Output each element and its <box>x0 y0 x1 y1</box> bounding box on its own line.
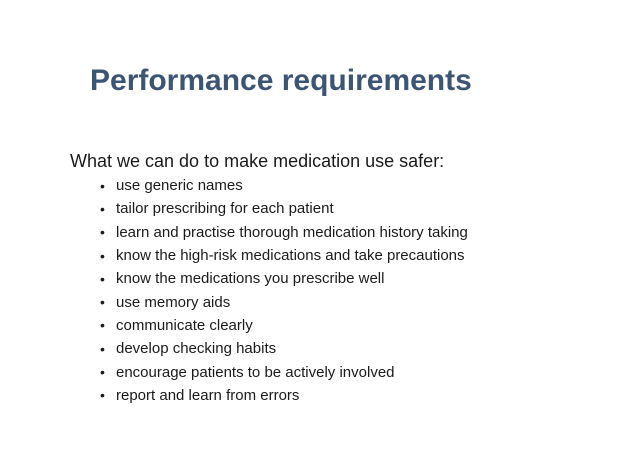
bullet-icon: • <box>100 224 105 241</box>
bullet-icon: • <box>100 200 105 217</box>
bullet-item-know-medications <box>100 267 468 290</box>
bullet-icon: • <box>100 294 105 311</box>
bullet-item-checking-habits <box>100 337 468 360</box>
intro-text: What we can do to make medication use safer: <box>70 151 445 171</box>
bullet-text: know the medications you prescribe well <box>116 270 385 288</box>
bullet-text: learn and practise thorough medication history taking <box>116 223 468 241</box>
bullet-item-communicate <box>100 314 468 337</box>
bullet-item-tailor-prescribing <box>100 197 468 220</box>
slide-title: Performance requirements <box>90 64 472 97</box>
bullet-text: develop checking habits <box>116 340 277 358</box>
bullet-item-history-taking <box>100 221 468 244</box>
bullet-icon: • <box>100 270 105 287</box>
bullet-item-generic-names <box>100 174 468 197</box>
bullet-item-report-errors <box>100 384 468 407</box>
bullet-text: use memory aids <box>116 293 231 311</box>
bullet-text: encourage patients to be actively involved <box>116 363 395 381</box>
bullet-item-high-risk <box>100 244 468 267</box>
bullet-icon: • <box>100 177 105 194</box>
bullet-text: use generic names <box>116 177 243 195</box>
bullet-item-memory-aids <box>100 290 468 313</box>
bullet-icon: • <box>100 317 105 334</box>
bullet-icon: • <box>100 247 105 264</box>
bullet-text: tailor prescribing for each patient <box>116 200 334 218</box>
bullet-text: communicate clearly <box>116 316 253 334</box>
bullet-icon: • <box>100 387 105 404</box>
bullet-text: know the high-risk medications and take precautions <box>116 247 465 265</box>
bullet-text: report and learn from errors <box>116 386 300 404</box>
bullet-list <box>100 174 468 407</box>
bullet-icon: • <box>100 340 105 357</box>
bullet-item-involve-patients <box>100 360 468 383</box>
bullet-icon: • <box>100 364 105 381</box>
